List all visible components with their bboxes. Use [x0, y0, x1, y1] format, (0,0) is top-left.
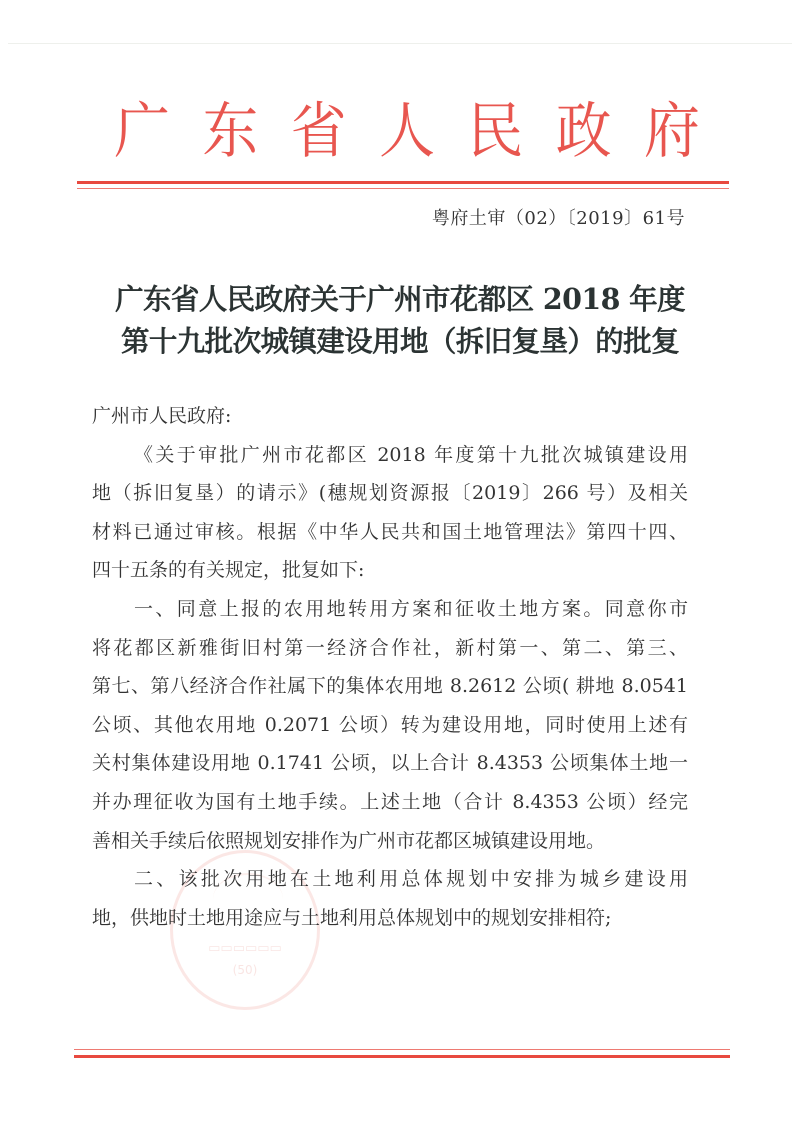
masthead-char: 东 [202, 96, 259, 167]
body-line: 二、该批次用地在土地利用总体规划中安排为城乡建设用 [134, 868, 688, 891]
header-red-rule-thick [77, 181, 729, 184]
title-line-2: 第十九批次城镇建设用地（拆旧复垦）的批复 [120, 324, 679, 358]
body-line: 地，供地时土地用途应与土地利用总体规划中的规划安排相符; [92, 906, 612, 929]
footer-red-rule-thin [74, 1049, 730, 1050]
body-line: 《关于审批广州市花都区 2018 年度第十九批次城镇建设用 [134, 443, 688, 466]
body-line: 关村集体建设用地 0.1741 公顷，以上合计 8.4353 公顷集体土地一 [92, 752, 688, 775]
footer-red-rule-thick [74, 1055, 730, 1058]
header-red-rule-thin [77, 188, 729, 189]
masthead-char: 政 [555, 96, 612, 167]
masthead-organization [112, 92, 702, 172]
masthead-char: 省 [290, 96, 347, 167]
body-line: 善相关手续后依照规划安排作为广州市花都区城镇建设用地。 [92, 829, 606, 852]
body-line: 地（拆旧复垦）的请示》(穗规划资源报〔2019〕266 号）及相关 [92, 482, 688, 505]
body-line: 公顷、其他农用地 0.2071 公顷）转为建设用地，同时使用上述有 [92, 713, 688, 736]
body-line: 一、同意上报的农用地转用方案和征收土地方案。同意你市 [134, 597, 688, 620]
scan-edge-line [8, 43, 792, 44]
masthead-char: 民 [467, 96, 524, 167]
document-number: 粤府土审（02）〔2019〕61号 [431, 208, 685, 229]
masthead-char: 广 [114, 96, 170, 167]
title-line-1: 广东省人民政府关于广州市花都区 2018 年度 [115, 282, 685, 316]
seal-text: ▭▭▭▭▭▭ [208, 941, 282, 956]
masthead-char: 人 [378, 96, 435, 167]
seal-number: (50) [232, 963, 258, 977]
salutation: 广州市人民政府: [92, 405, 232, 427]
body-line: 四十五条的有关规定，批复如下: [92, 559, 365, 582]
document-body [92, 397, 688, 937]
body-line: 将花都区新雅街旧村第一经济合作社，新村第一、第二、第三、 [92, 636, 688, 659]
body-line: 材料已通过审核。根据《中华人民共和国土地管理法》第四十四、 [92, 520, 688, 543]
body-line: 第七、第八经济合作社属下的集体农用地 8.2612 公顷( 耕地 8.0541 [92, 675, 688, 698]
body-line: 并办理征收为国有土地手续。上述土地（合计 8.4353 公顷）经完 [92, 790, 688, 813]
masthead-char: 府 [643, 96, 700, 167]
document-title [70, 278, 730, 362]
